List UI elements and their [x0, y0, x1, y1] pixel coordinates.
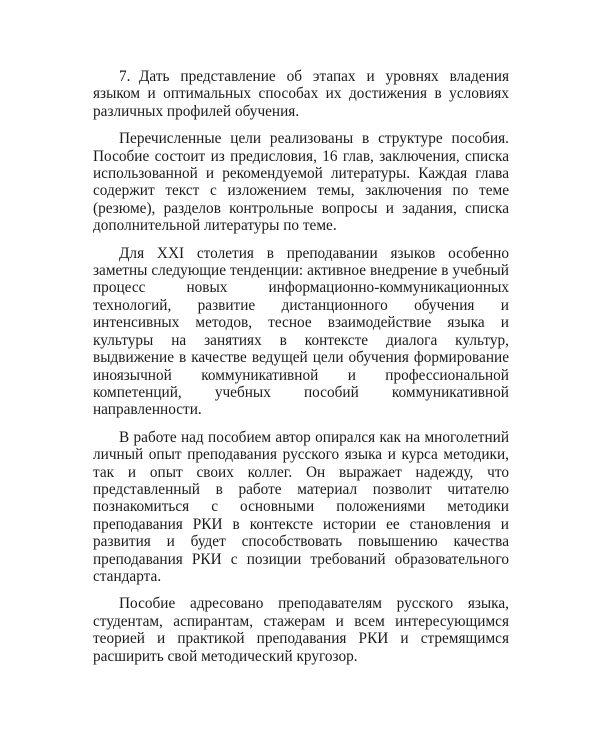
body-text [93, 68, 509, 675]
paragraph-trends: Для XXI столетия в преподавании языков особенно заметны следующие тенденции: активное внедрение в учебный процесс новых информационно-коммуникационных технологий, развитие дистанционного обучения и интенсивных методов, тесное взаимодействие языка и культуры на занятиях в контексте диалога культур, выдвижение в качестве ведущей цели обучения формирование иноязычной коммуникативной и профессиональной компетенций, учебных пособий коммуникативной направленности. [93, 244, 509, 419]
list-item-7 [93, 68, 509, 120]
list-item-number: 7. [119, 68, 131, 85]
paragraph-author-experience: В работе над пособием автор опирался как на многолетний личный опыт преподавания русского языка и курса методики, так и опыт своих коллег. Он выражает надежду, что представленный в работе материал позволит читателю познакомиться с основными положениями методики преподавания РКИ в контексте истории ее становления и развития и будет способствовать повышению качества преподавания РКИ с позиции требований образовательного стандарта. [93, 428, 509, 585]
list-item-text: Дать представление об этапах и уровнях владения языком и оптимальных способах их достижения в условиях различных профилей обучения. [93, 68, 509, 120]
paragraph-structure: Перечисленные цели реализованы в структуре пособия. Пособие состоит из предисловия, 16 глав, заключения, списка использованной и рекомендуемой литературы. Каждая глава содержит текст с изложением темы, заключения по теме (резюме), разделов контрольные вопросы и задания, списка дополнительной литературы по теме. [93, 130, 509, 235]
paragraph-audience: Пособие адресовано преподавателям русского языка, студентам, аспирантам, стажерам и всем интересующимся теорией и практикой преподавания РКИ и стремящимся расширить свой методический кругозор. [93, 595, 509, 665]
